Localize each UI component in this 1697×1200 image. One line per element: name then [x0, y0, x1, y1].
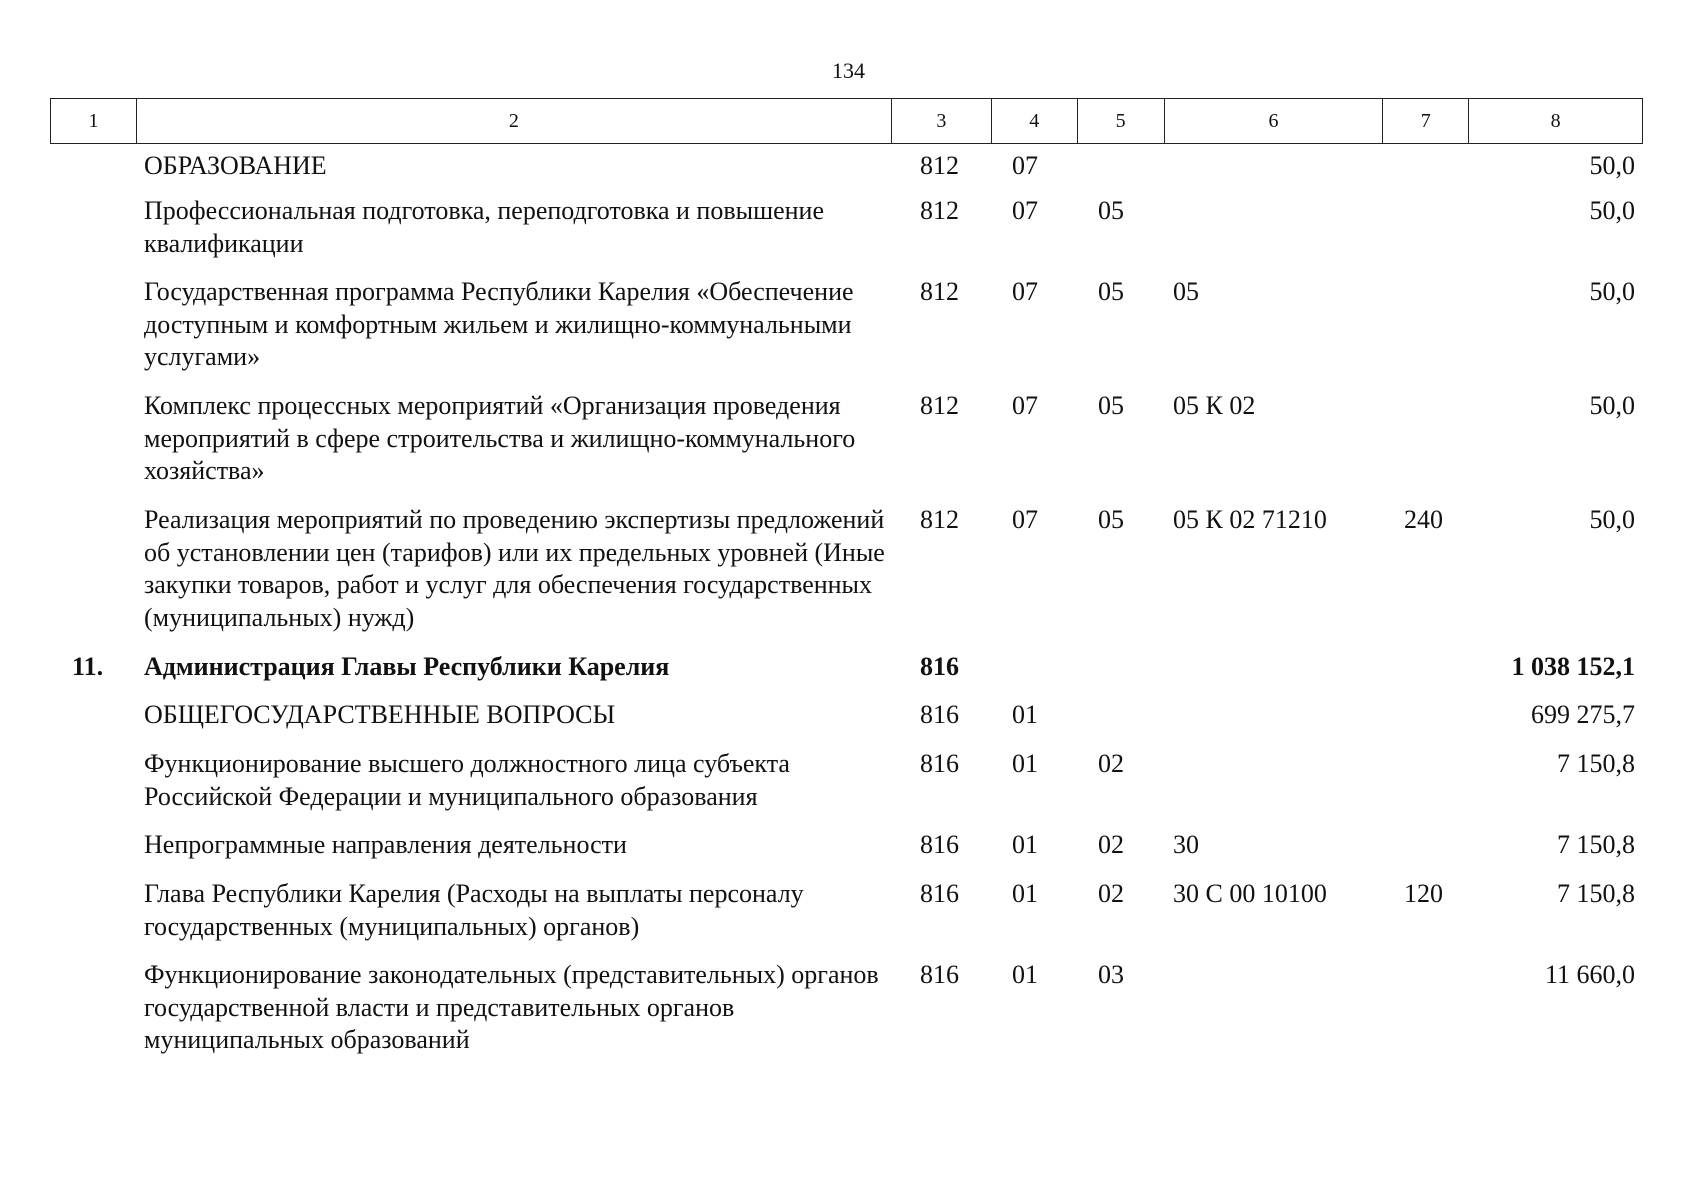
row-name: Функционирование высшего должностного лица субъекта Российской Федерации и муниципального образования [144, 749, 790, 811]
row-amount: 699 275,7 [1531, 700, 1635, 729]
row-code-subsection [1078, 699, 1165, 748]
row-amount: 50,0 [1589, 196, 1635, 225]
row-code-ministry: 816 [920, 830, 959, 859]
header-col-8: 8 [1550, 109, 1561, 132]
header-col-6: 6 [1165, 99, 1384, 143]
row-name: Непрограммные направления деятельности [144, 830, 627, 859]
row-code-expense-type [1384, 829, 1470, 878]
row-code-expense-type [1384, 390, 1470, 504]
row-code-section: 07 [1012, 196, 1038, 225]
table-row [50, 959, 1643, 1069]
row-number [50, 150, 136, 195]
row-code-ministry: 816 [920, 749, 959, 778]
header-col-5: 5 [1078, 99, 1165, 143]
row-name: ОБРАЗОВАНИЕ [144, 151, 327, 180]
row-code-target [1165, 195, 1384, 276]
row-name: Администрация Главы Республики Карелия [144, 652, 670, 681]
row-code-expense-type [1384, 959, 1470, 1069]
row-code-ministry: 816 [920, 652, 959, 681]
row-code-target: 30 С 00 10100 [1173, 879, 1327, 908]
row-code-ministry: 812 [920, 196, 959, 225]
row-number: 11. [72, 652, 104, 681]
row-amount: 50,0 [1589, 277, 1635, 306]
row-code-subsection: 05 [1098, 505, 1124, 534]
row-code-section: 01 [1012, 700, 1038, 729]
row-code-expense-type: 120 [1404, 879, 1443, 908]
row-name: Комплекс процессных мероприятий «Организация проведения мероприятий в сфере строительства и жилищно-коммунального хозяйства» [144, 391, 856, 485]
table-row [50, 276, 1643, 390]
row-code-target: 05 К 02 71210 [1173, 505, 1327, 534]
row-code-target: 05 [1173, 277, 1199, 306]
row-name: Реализация мероприятий по проведению экспертизы предложений об установлении цен (тарифов) или их предельных уровней (Иные закупки товаров, работ и услуг для обеспечения государственных (муниципальных) нужд) [144, 505, 885, 632]
row-code-target [1165, 651, 1384, 699]
row-amount: 50,0 [1589, 151, 1635, 180]
row-code-ministry: 812 [920, 505, 959, 534]
row-name: Профессиональная подготовка, переподготовка и повышение квалификации [144, 196, 825, 258]
page-number: 134 [832, 58, 865, 83]
row-name: Государственная программа Республики Карелия «Обеспечение доступным и комфортным жильем и жилищно-коммунальными услугами» [144, 277, 854, 371]
row-code-section: 01 [1012, 879, 1038, 908]
row-number [50, 748, 136, 829]
row-number [50, 829, 136, 878]
table-row [50, 878, 1643, 959]
table-row [50, 829, 1643, 878]
row-code-subsection: 05 [1098, 277, 1124, 306]
row-code-target [1165, 699, 1384, 748]
row-number [50, 195, 136, 276]
row-name: Глава Республики Карелия (Расходы на выплаты персоналу государственных (муниципальных) органов) [144, 879, 804, 941]
row-code-target [1165, 959, 1384, 1069]
row-code-section: 07 [1012, 151, 1038, 180]
row-code-target [1165, 748, 1384, 829]
table-header [50, 98, 1643, 144]
row-code-ministry: 816 [920, 960, 959, 989]
row-code-section: 07 [1012, 391, 1038, 420]
row-code-subsection [1078, 150, 1165, 195]
row-code-expense-type [1384, 699, 1470, 748]
row-code-subsection: 02 [1098, 830, 1124, 859]
row-code-ministry: 816 [920, 879, 959, 908]
row-code-ministry: 812 [920, 391, 959, 420]
row-name: ОБЩЕГОСУДАРСТВЕННЫЕ ВОПРОСЫ [144, 700, 616, 729]
row-amount: 50,0 [1589, 391, 1635, 420]
row-code-ministry: 812 [920, 277, 959, 306]
row-number [50, 878, 136, 959]
row-amount: 1 038 152,1 [1511, 652, 1635, 681]
table-row [50, 651, 1643, 699]
table-row [50, 699, 1643, 748]
row-code-section: 01 [1012, 830, 1038, 859]
row-name: Функционирование законодательных (представительных) органов государственной власти и представительных органов муниципальных образований [144, 960, 879, 1054]
row-code-expense-type [1384, 276, 1470, 390]
row-code-expense-type [1384, 195, 1470, 276]
row-number [50, 390, 136, 504]
row-code-section: 01 [1012, 749, 1038, 778]
table-row [50, 504, 1643, 651]
row-amount: 7 150,8 [1557, 830, 1635, 859]
row-code-section: 01 [1012, 960, 1038, 989]
header-col-4: 4 [992, 99, 1078, 143]
row-code-target [1165, 150, 1384, 195]
row-code-subsection: 02 [1098, 749, 1124, 778]
row-code-subsection: 03 [1098, 960, 1124, 989]
row-number [50, 504, 136, 651]
row-number [50, 959, 136, 1069]
row-code-expense-type [1384, 150, 1470, 195]
header-col-3: 3 [892, 99, 992, 143]
row-amount: 11 660,0 [1544, 960, 1635, 989]
row-code-expense-type: 240 [1404, 505, 1443, 534]
row-code-section [992, 651, 1078, 699]
row-code-expense-type [1384, 748, 1470, 829]
row-code-subsection: 05 [1098, 196, 1124, 225]
row-amount: 7 150,8 [1557, 879, 1635, 908]
row-number [50, 276, 136, 390]
row-code-subsection [1078, 651, 1165, 699]
table-row [50, 195, 1643, 276]
row-code-target: 05 К 02 [1173, 391, 1256, 420]
row-code-section: 07 [1012, 505, 1038, 534]
row-code-section: 07 [1012, 277, 1038, 306]
table-row [50, 150, 1643, 195]
row-code-subsection: 02 [1098, 879, 1124, 908]
table-body [50, 150, 1643, 1069]
row-code-subsection: 05 [1098, 391, 1124, 420]
row-amount: 7 150,8 [1557, 749, 1635, 778]
row-code-target: 30 [1173, 830, 1199, 859]
row-code-ministry: 816 [920, 700, 959, 729]
row-code-expense-type [1384, 651, 1470, 699]
row-code-ministry: 812 [920, 151, 959, 180]
header-col-1: 1 [51, 99, 137, 143]
table-row [50, 390, 1643, 504]
header-col-7: 7 [1383, 99, 1469, 143]
row-amount: 50,0 [1589, 505, 1635, 534]
row-number [50, 699, 136, 748]
header-col-2: 2 [137, 99, 892, 143]
table-row [50, 748, 1643, 829]
